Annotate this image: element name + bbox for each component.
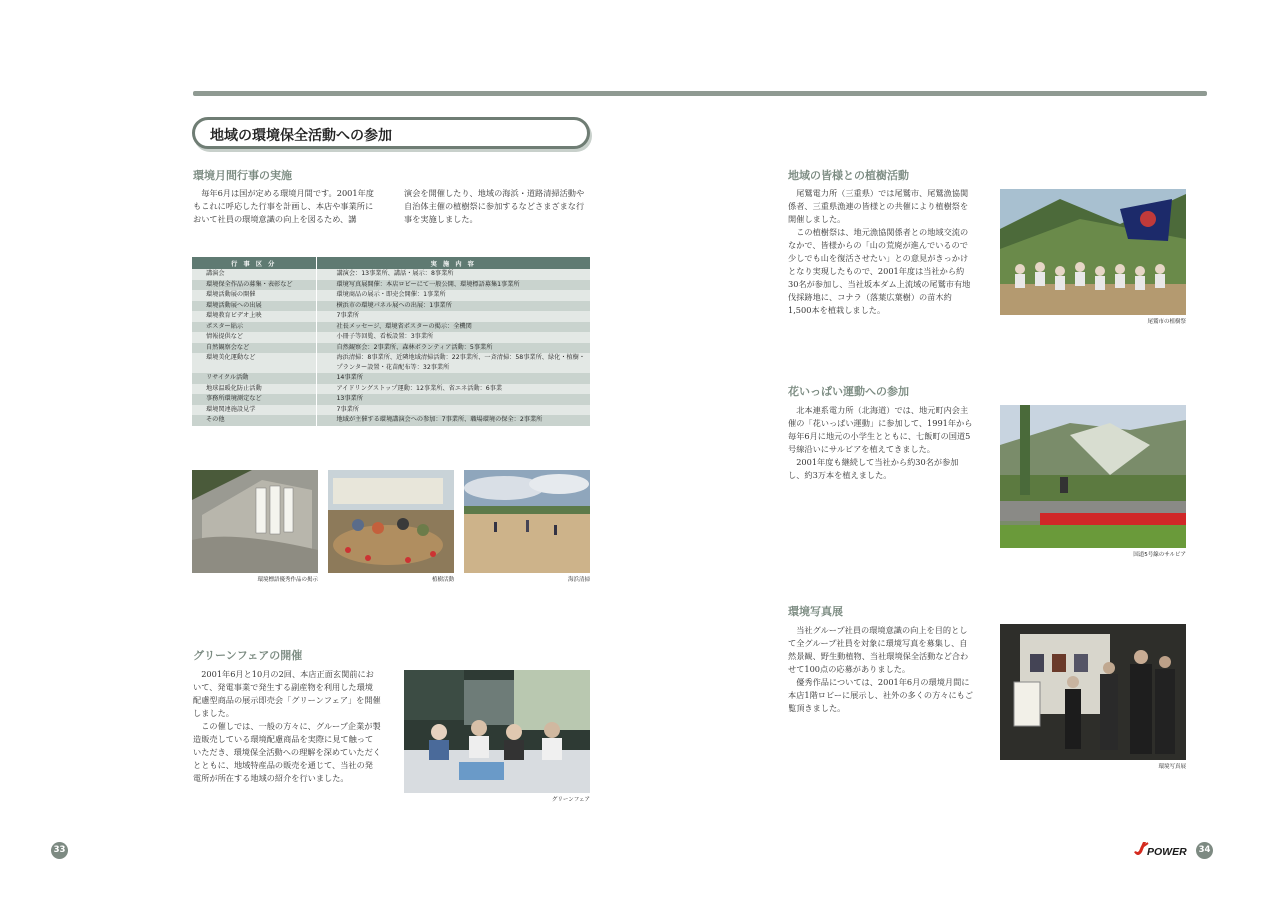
table-row (192, 269, 590, 280)
beach-cleanup-photo (464, 470, 590, 573)
flowers-caption: 国道5号線のサルビア (1133, 552, 1186, 558)
table-cell: 環境活動展の開催 (192, 290, 316, 301)
photo-exhibit-caption: 環境写真展 (1158, 764, 1186, 770)
planting-festival-photo (1000, 189, 1186, 315)
planting-photo-caption: 植樹活動 (431, 577, 454, 583)
table-cell: 海浜清掃：8事業所、近隣地域清掃活動：22事業所、一斉清掃：58事業所、緑化・植樹・プランター設置・花苗配布等：32事業所 (316, 353, 590, 373)
green-fair-caption: グリーンフェア (551, 797, 590, 803)
jpower-logo (1132, 840, 1196, 860)
table-row (192, 322, 590, 333)
table-row (192, 394, 590, 405)
photo-exhibition-photo (1000, 624, 1186, 760)
table-cell: アイドリングストップ運動：12事業所、省エネ活動：6事業 (316, 384, 590, 395)
green-fair-heading: グリーンフェアの開催 (193, 649, 303, 662)
slogan-display-photo (192, 470, 318, 573)
table-row (192, 290, 590, 301)
table-cell: ポスター貼示 (192, 322, 316, 333)
table-row (192, 415, 590, 426)
table-cell: 7事業所 (316, 405, 590, 416)
planting-heading: 地域の皆様との植樹活動 (788, 169, 909, 182)
table-row (192, 301, 590, 312)
table-cell: リサイクル活動 (192, 373, 316, 384)
table-cell: 情報提供など (192, 332, 316, 343)
table-cell: 13事業所 (316, 394, 590, 405)
table-row (192, 311, 590, 322)
table-row (192, 280, 590, 291)
planting-caption: 尾鷲市の植樹祭 (1147, 319, 1186, 325)
table-cell: 講演会：13事業所、講話・展示：8事業所 (316, 269, 590, 280)
top-rule (193, 91, 1207, 96)
table-cell: 事務所環境測定など (192, 394, 316, 405)
logo-text: POWER (1147, 846, 1187, 858)
events-heading: 環境月間行事の実施 (193, 169, 292, 182)
events-text-col2: 演会を開催したり、地域の海浜・道路清掃活動や自治体主催の植樹祭に参加するなどさまざまな行事を実施しました。 (404, 188, 585, 224)
events-table (192, 257, 590, 426)
table-cell: 14事業所 (316, 373, 590, 384)
page-number-left: 33 (51, 842, 68, 859)
table-row (192, 373, 590, 384)
table-cell: 地球温暖化防止活動 (192, 384, 316, 395)
table-cell: 環境教育ビデオ上映 (192, 311, 316, 322)
beach-photo-caption: 海浜清掃 (567, 577, 590, 583)
table-header-content: 実 施 内 容 (316, 257, 590, 269)
table-cell: 環境活動展への出展 (192, 301, 316, 312)
table-cell: その他 (192, 415, 316, 426)
table-cell: 環境写真展開催：本店ロビーにて一般公開、環境標語募集1事業所 (316, 280, 590, 291)
table-cell: 自然観察会：2事業所、森林ボランティア活動：5事業所 (316, 343, 590, 354)
planting-event-photo (328, 470, 454, 573)
flowers-heading: 花いっぱい運動への参加 (788, 385, 909, 398)
planting-text: 尾鷲電力所（三重県）では尾鷲市、尾鷲漁協関係者、三重県漁連の皆様との共催により植樹祭を開催しました。 この植樹祭は、地元漁協関係者との地域交流のなかで、皆様からの「山の荒廃が進んでいるので少しでも山を復活させたい」との意見がきっかけとなり実現したもので、2001年度は当社から約30名が参加し、当社坂本ダム上流域の尾鷲市有地伐採跡地に、コナラ（落葉広葉樹）の苗木約1,500本を植栽しました。 (788, 188, 971, 315)
table-cell: 講演会 (192, 269, 316, 280)
table-cell: 環境美化運動など (192, 353, 316, 373)
green-fair-photo (404, 670, 590, 793)
table-cell: 自然観察会など (192, 343, 316, 354)
table-row (192, 343, 590, 354)
table-row (192, 405, 590, 416)
photo-exhibit-heading: 環境写真展 (788, 605, 843, 618)
page-number-right: 34 (1196, 842, 1213, 859)
table-cell: 社長メッセージ、環境省ポスターの掲示：全機関 (316, 322, 590, 333)
table-cell: 小冊子等回覧、看板設置：3事業所 (316, 332, 590, 343)
table-row (192, 353, 590, 373)
green-fair-text: 2001年6月と10月の2回、本店正面玄関前において、発電事業で発生する副産物を利用した環境配慮型商品の展示即売会「グリーンフェア」を開催しました。 この催しでは、一般の方々に、グループ企業が製造販売している環境配慮商品を実際に見て触っていただき、環境保全活動への理解を深めていただくとともに、地域特産品の販売を通じて、当社の発電所が所在する地域の紹介を行いました。 (193, 669, 381, 783)
section-title: 地域の環境保全活動への参加 (210, 128, 392, 144)
table-cell: 環境保全作品の募集・表彰など (192, 280, 316, 291)
table-cell: 地域が主催する環境講演会への参加：7事業所、職場環境の保全：2事業所 (316, 415, 590, 426)
table-header-category: 行 事 区 分 (192, 257, 316, 269)
table-row (192, 384, 590, 395)
flowers-text: 北本連系電力所（北海道）では、地元町内会主催の「花いっぱい運動」に参加して、1991年から毎年6月に地元の小学生とともに、七飯町の国道5号線沿いにサルビアを植えてきました。 2001年度も継続して当社から約30名が参加し、約3万本を植えました。 (788, 405, 973, 480)
table-cell: 7事業所 (316, 311, 590, 322)
salvia-roadside-photo (1000, 405, 1186, 548)
events-text-col1: 毎年6月は国が定める環境月間です。2001年度もこれに呼応した行事を計画し、本店や事業所において社員の環境意識の向上を図るため、講 (193, 188, 374, 224)
photo-exhibit-text: 当社グループ社員の環境意識の向上を目的として全グループ社員を対象に環境写真を募集し、自然景観、野生動植物、当社環境保全活動など合わせて100点の応募がありました。 優秀作品については、2001年6月の環境月間に本店1階ロビーに展示し、社外の多くの方々にもご覧頂きました。 (788, 625, 974, 713)
section-banner (192, 117, 590, 149)
slogan-photo-caption: 環境標語優秀作品の掲示 (257, 577, 318, 583)
table-cell: 環境関連施設見学 (192, 405, 316, 416)
table-row (192, 332, 590, 343)
table-cell: 横浜市の環境パネル展への出展：1事業所 (316, 301, 590, 312)
table-cell: 環境商品の展示・即売会開催：1事業所 (316, 290, 590, 301)
